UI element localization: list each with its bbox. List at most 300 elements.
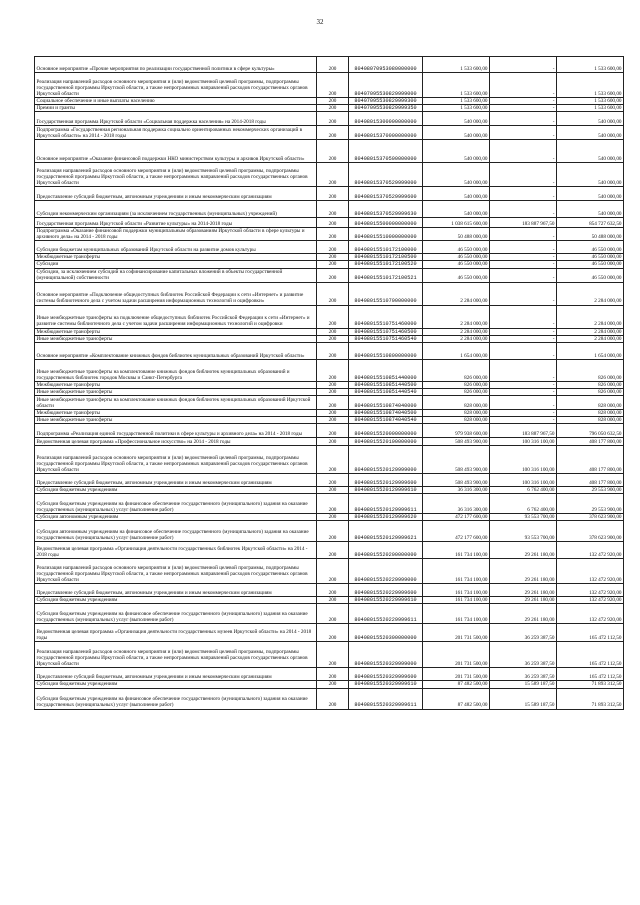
row-sum3-cell: 29 553 900,00 (557, 494, 624, 514)
row-sum2-cell: 29 261 180,00 (490, 604, 557, 624)
row-name-cell: Ведомственная целевая программа «Профессиональное искусство» на 2014 - 2018 годы (35, 438, 317, 446)
row-ved-cell: 200 (317, 584, 349, 597)
table-row (35, 73, 624, 98)
row-sum1-cell: 472 177 600,00 (423, 521, 490, 542)
row-sum3-cell: 46 550 000,00 (557, 268, 624, 282)
row-ved-cell: 200 (317, 112, 349, 126)
row-sum2-cell: - (490, 241, 557, 254)
row-sum2-cell: 36 259 387,50 (490, 668, 557, 681)
row-code-cell: 80408015520129999610 (349, 487, 423, 494)
row-ved-cell: 200 (317, 642, 349, 668)
row-sum3-cell: 828 000,00 (557, 395, 624, 409)
row-ved-cell: 200 (317, 668, 349, 681)
row-code-cell: 80408015370529999000 (349, 163, 423, 187)
table-row (35, 228, 624, 241)
row-sum2-cell: - (490, 359, 557, 381)
row-name-cell: Субсидии бюджетным учреждениям (35, 597, 317, 604)
row-sum1-cell: 46 550 000,00 (423, 268, 490, 282)
row-sum3-cell: 408 177 800,00 (557, 446, 624, 474)
row-code-cell: 80408015520229999611 (349, 604, 423, 624)
row-sum2-cell: - (490, 381, 557, 388)
row-sum3-cell: 1 533 600,00 (557, 105, 624, 112)
row-sum3-cell: 828 000,00 (557, 417, 624, 424)
row-name-cell: Реализация направлений расходов основного мероприятия и (или) ведомственной целевой программы, подпрограммы государственной программы Иркутской области, а также непрограммных направлений расходов государственных органов Иркутской области (35, 559, 317, 584)
row-sum2-cell: 100 316 100,00 (490, 438, 557, 446)
row-sum1-cell: 87 482 500,00 (423, 688, 490, 709)
row-ved-cell: 200 (317, 140, 349, 163)
row-sum2-cell: - (490, 305, 557, 328)
row-ved-cell: 200 (317, 359, 349, 381)
row-name-cell: Иные межбюджетные трансферты на комплектование книжных фондов библиотек муниципальных образований Иркутской области (35, 395, 317, 409)
row-sum3-cell: 132 472 920,00 (557, 597, 624, 604)
row-sum3-cell: 1 654 000,00 (557, 342, 624, 359)
row-sum3-cell: 165 472 112,50 (557, 624, 624, 642)
row-name-cell: Межбюджетные трансферты (35, 328, 317, 335)
row-sum2-cell: - (490, 261, 557, 268)
row-code-cell: 80408015520329999600 (349, 668, 423, 681)
row-sum2-cell: 15 589 187,50 (490, 681, 557, 688)
row-sum3-cell: 540 000,00 (557, 187, 624, 201)
row-sum3-cell: 1 533 600,00 (557, 57, 624, 73)
row-name-cell: Реализация направлений расходов основного мероприятия и (или) ведомственной целевой программы, подпрограммы государственной программы Иркутской области, а также непрограммных направлений расходов государственных органов Иркутской области (35, 446, 317, 474)
row-sum1-cell: 46 550 000,00 (423, 241, 490, 254)
row-sum2-cell: 29 261 180,00 (490, 584, 557, 597)
row-code-cell: 80408015520100000000 (349, 438, 423, 446)
row-code-cell: 80408015500000000000 (349, 218, 423, 228)
row-ved-cell: 200 (317, 624, 349, 642)
row-code-cell: 80408015510851440500 (349, 381, 423, 388)
row-ved-cell: 200 (317, 261, 349, 268)
row-sum3-cell: 71 893 312,50 (557, 688, 624, 709)
row-name-cell: Подпрограмма «Государственная региональная поддержка социально ориентированных некоммерческих организаций в Иркутской области» на 2014 - 2018 годы (35, 126, 317, 140)
row-name-cell: Межбюджетные трансферты (35, 254, 317, 261)
row-name-cell: Подпрограмма «Реализация единой государственной политики в сфере культуры и архивного дела» на 2014 - 2018 годы (35, 424, 317, 438)
table-row (35, 681, 624, 688)
table-row (35, 335, 624, 342)
row-ved-cell: 200 (317, 163, 349, 187)
row-ved-cell: 200 (317, 409, 349, 416)
row-name-cell: Основное мероприятие «Прочие мероприятия по реализации государственной политики в сфере культуры» (35, 57, 317, 73)
row-sum3-cell: 540 000,00 (557, 112, 624, 126)
row-sum2-cell: - (490, 105, 557, 112)
row-sum1-cell: 1 533 600,00 (423, 105, 490, 112)
row-sum1-cell: 472 177 600,00 (423, 514, 490, 521)
table-row (35, 98, 624, 105)
row-name-cell: Основное мероприятие «Оказание финансовой поддержки НКО министерством культуры и архивов Иркутской области» (35, 140, 317, 163)
row-ved-cell: 200 (317, 335, 349, 342)
row-sum1-cell: 161 734 100,00 (423, 542, 490, 559)
row-sum3-cell: 854 727 632,50 (557, 218, 624, 228)
row-ved-cell: 200 (317, 98, 349, 105)
row-name-cell: Субсидии бюджетным учреждениям (35, 681, 317, 688)
row-sum1-cell: 1 533 600,00 (423, 57, 490, 73)
row-sum2-cell: 6 762 400,00 (490, 494, 557, 514)
row-sum3-cell: 46 550 000,00 (557, 261, 624, 268)
row-sum1-cell: 540 000,00 (423, 112, 490, 126)
row-code-cell: 80408015510874040500 (349, 409, 423, 416)
table-row (35, 584, 624, 597)
row-ved-cell: 200 (317, 73, 349, 98)
table-row (35, 140, 624, 163)
row-sum2-cell: - (490, 388, 557, 395)
row-code-cell: 80408015510751460500 (349, 328, 423, 335)
row-code-cell: 80408015520129999600 (349, 474, 423, 487)
row-code-cell: 80408015510172100520 (349, 261, 423, 268)
row-sum3-cell: 540 000,00 (557, 163, 624, 187)
table-row (35, 688, 624, 709)
row-ved-cell: 200 (317, 559, 349, 584)
row-name-cell: Социальное обеспечение и иные выплаты населению (35, 98, 317, 105)
table-row (35, 597, 624, 604)
row-ved-cell: 200 (317, 604, 349, 624)
row-ved-cell: 200 (317, 474, 349, 487)
row-sum1-cell: 508 493 900,00 (423, 446, 490, 474)
row-sum1-cell: 201 731 500,00 (423, 642, 490, 668)
table-row (35, 268, 624, 282)
row-ved-cell: 200 (317, 342, 349, 359)
row-code-cell: 80408015510851440000 (349, 359, 423, 381)
row-sum2-cell: - (490, 409, 557, 416)
row-ved-cell: 200 (317, 328, 349, 335)
row-ved-cell: 200 (317, 305, 349, 328)
table-row (35, 126, 624, 140)
row-sum3-cell: 796 050 632,50 (557, 424, 624, 438)
row-sum3-cell: 826 000,00 (557, 388, 624, 395)
row-ved-cell: 200 (317, 514, 349, 521)
table-row (35, 112, 624, 126)
row-ved-cell: 200 (317, 201, 349, 218)
row-name-cell: Субсидии автономным учреждениям (35, 514, 317, 521)
row-sum3-cell: 29 553 900,00 (557, 487, 624, 494)
table-row (35, 388, 624, 395)
row-ved-cell: 200 (317, 424, 349, 438)
row-sum2-cell: 29 261 180,00 (490, 597, 557, 604)
table-row (35, 254, 624, 261)
row-ved-cell: 200 (317, 681, 349, 688)
row-name-cell: Субсидии бюджетам муниципальных образований Иркутской области на развитие домов культуры (35, 241, 317, 254)
table-row (35, 395, 624, 409)
row-name-cell: Субсидии (35, 261, 317, 268)
row-sum3-cell: 46 550 000,00 (557, 254, 624, 261)
row-code-cell: 80408015520129999611 (349, 494, 423, 514)
row-sum2-cell: - (490, 187, 557, 201)
row-name-cell: Подпрограмма «Оказание финансовой поддержки муниципальным образованиям Иркутской области в сфере культуры и архивного дела» на 2014 - 2018 годы (35, 228, 317, 241)
row-sum3-cell: 826 000,00 (557, 359, 624, 381)
row-ved-cell: 200 (317, 282, 349, 305)
row-sum3-cell: 378 623 900,00 (557, 521, 624, 542)
row-sum2-cell: 29 261 180,00 (490, 542, 557, 559)
row-code-cell: 80408015510000000000 (349, 228, 423, 241)
table-row (35, 328, 624, 335)
row-code-cell: 80408015520329999610 (349, 681, 423, 688)
row-sum1-cell: 828 000,00 (423, 409, 490, 416)
row-ved-cell: 200 (317, 241, 349, 254)
row-sum3-cell: 132 472 920,00 (557, 584, 624, 597)
table-row (35, 424, 624, 438)
row-sum3-cell: 71 893 312,50 (557, 681, 624, 688)
row-code-cell: 80407095530829999300 (349, 98, 423, 105)
row-code-cell: 80408015510800000000 (349, 342, 423, 359)
row-code-cell: 80408015510172100500 (349, 254, 423, 261)
row-name-cell: Предоставление субсидий бюджетным, автономным учреждениям и иным некоммерческим организациям (35, 187, 317, 201)
row-ved-cell: 200 (317, 521, 349, 542)
row-code-cell: 80408015510172100000 (349, 241, 423, 254)
row-code-cell: 80408015370000000000 (349, 126, 423, 140)
row-sum2-cell: 29 261 180,00 (490, 559, 557, 584)
row-sum2-cell: - (490, 228, 557, 241)
row-sum2-cell: - (490, 282, 557, 305)
row-sum2-cell: - (490, 254, 557, 261)
row-code-cell: 80408015510874040540 (349, 417, 423, 424)
row-name-cell: Субсидии автономным учреждениям на финансовое обеспечение государственного (муниципального) задания на оказание государственных (муниципальных) услуг (выполнение работ) (35, 521, 317, 542)
table-row (35, 521, 624, 542)
row-ved-cell: 200 (317, 228, 349, 241)
row-sum3-cell: 540 000,00 (557, 201, 624, 218)
row-sum2-cell: 93 553 700,00 (490, 514, 557, 521)
row-sum3-cell: 132 472 920,00 (557, 542, 624, 559)
row-sum1-cell: 828 000,00 (423, 395, 490, 409)
table-row (35, 282, 624, 305)
row-code-cell: 80407095530829999350 (349, 105, 423, 112)
row-name-cell: Основное мероприятие «Подключение общедоступных библиотек Российской Федерации к сети «Интернет» и развитие системы библиотечного дела с учетом задачи расширения информационных технологий и оцифровки» (35, 282, 317, 305)
table-row (35, 559, 624, 584)
table-row (35, 542, 624, 559)
page-number: 32 (316, 18, 324, 26)
row-sum2-cell: - (490, 417, 557, 424)
row-sum1-cell: 161 734 100,00 (423, 584, 490, 597)
row-sum1-cell: 826 000,00 (423, 388, 490, 395)
table-row (35, 261, 624, 268)
row-sum2-cell: - (490, 98, 557, 105)
row-sum1-cell: 979 938 600,00 (423, 424, 490, 438)
row-sum1-cell: 2 284 000,00 (423, 335, 490, 342)
row-sum1-cell: 2 284 000,00 (423, 305, 490, 328)
row-name-cell: Иные межбюджетные трансферты на комплектование книжных фондов библиотек муниципальных образований и государственных библиотек городов Москвы и Санкт-Петербурга (35, 359, 317, 381)
row-sum1-cell: 828 000,00 (423, 417, 490, 424)
row-name-cell: Иные межбюджетные трансферты (35, 417, 317, 424)
table-row (35, 201, 624, 218)
row-name-cell: Межбюджетные трансферты (35, 381, 317, 388)
row-sum1-cell: 87 482 500,00 (423, 681, 490, 688)
row-sum2-cell: 36 259 387,50 (490, 624, 557, 642)
row-sum2-cell: - (490, 395, 557, 409)
row-ved-cell: 200 (317, 494, 349, 514)
row-sum2-cell: 15 589 187,50 (490, 688, 557, 709)
row-code-cell: 80408015370529999630 (349, 201, 423, 218)
table-row (35, 494, 624, 514)
row-sum3-cell: 2 284 000,00 (557, 305, 624, 328)
table-row (35, 668, 624, 681)
row-code-cell: 80408015510874040000 (349, 395, 423, 409)
row-ved-cell: 200 (317, 417, 349, 424)
table-row (35, 624, 624, 642)
table-row (35, 241, 624, 254)
row-ved-cell: 200 (317, 218, 349, 228)
row-sum1-cell: 46 550 000,00 (423, 254, 490, 261)
row-ved-cell: 200 (317, 487, 349, 494)
row-code-cell: 80408015520229999600 (349, 584, 423, 597)
table-row (35, 642, 624, 668)
row-name-cell: Субсидии, за исключением субсидий на софинансирование капитальных вложений в объекты государственной (муниципальной) собственности (35, 268, 317, 282)
row-sum2-cell: - (490, 268, 557, 282)
row-sum1-cell: 540 000,00 (423, 163, 490, 187)
row-sum2-cell: 100 316 100,00 (490, 474, 557, 487)
row-sum3-cell: 540 000,00 (557, 140, 624, 163)
table-row (35, 604, 624, 624)
row-name-cell: Государственная программа Иркутской области «Социальная поддержка населения» на 2014-2018 годы (35, 112, 317, 126)
row-code-cell: 80408015520329999611 (349, 688, 423, 709)
table-row (35, 514, 624, 521)
row-sum1-cell: 826 000,00 (423, 381, 490, 388)
row-name-cell: Государственная программа Иркутской области «Развитие культуры» на 2014-2018 годы (35, 218, 317, 228)
row-sum1-cell: 161 734 100,00 (423, 597, 490, 604)
row-code-cell: 80408015510851440540 (349, 388, 423, 395)
row-sum1-cell: 1 533 600,00 (423, 73, 490, 98)
row-sum3-cell: 408 177 800,00 (557, 474, 624, 487)
row-sum1-cell: 50 488 000,00 (423, 228, 490, 241)
row-name-cell: Предоставление субсидий бюджетным, автономным учреждениям и иным некоммерческим организациям (35, 474, 317, 487)
row-code-cell: 80408015520300000000 (349, 624, 423, 642)
row-sum1-cell: 46 550 000,00 (423, 261, 490, 268)
row-name-cell: Ведомственная целевая программа «Организация деятельности государственных библиотек Иркутской области» на 2014 - 2018 годы (35, 542, 317, 559)
row-sum2-cell: - (490, 140, 557, 163)
row-sum1-cell: 2 284 000,00 (423, 328, 490, 335)
row-sum2-cell: 93 553 700,00 (490, 521, 557, 542)
row-sum2-cell: - (490, 163, 557, 187)
row-sum3-cell: 132 472 920,00 (557, 604, 624, 624)
row-sum2-cell: - (490, 57, 557, 73)
row-sum3-cell: 132 472 920,00 (557, 559, 624, 584)
row-sum3-cell: 165 472 112,50 (557, 668, 624, 681)
row-sum1-cell: 201 731 500,00 (423, 624, 490, 642)
row-name-cell: Субсидии бюджетным учреждениям на финансовое обеспечение государственного (муниципального) задания на оказание государственных (муниципальных) услуг (выполнение работ) (35, 604, 317, 624)
row-sum1-cell: 36 316 300,00 (423, 494, 490, 514)
row-name-cell: Ведомственная целевая программа «Организация деятельности государственных музеев Иркутской области» на 2014 - 2018 годы (35, 624, 317, 642)
row-sum2-cell: 183 887 967,50 (490, 218, 557, 228)
row-code-cell: 80408015520129999620 (349, 514, 423, 521)
row-ved-cell: 200 (317, 381, 349, 388)
table-row (35, 163, 624, 187)
row-name-cell: Иные межбюджетные трансферты на подключение общедоступных библиотек Российской Федерации к сети «Интернет» и развитие системы библиотечного дела с учетом задачи расширения информационных технологий и оцифровки (35, 305, 317, 328)
row-ved-cell: 200 (317, 254, 349, 261)
row-sum2-cell: - (490, 335, 557, 342)
row-sum1-cell: 826 000,00 (423, 359, 490, 381)
row-ved-cell: 200 (317, 688, 349, 709)
row-sum1-cell: 1 038 615 600,00 (423, 218, 490, 228)
row-ved-cell: 200 (317, 597, 349, 604)
table-row (35, 57, 624, 73)
budget-table-body (35, 57, 624, 710)
table-row (35, 305, 624, 328)
row-sum1-cell: 201 731 500,00 (423, 668, 490, 681)
row-name-cell: Основное мероприятие «Комплектование книжных фондов библиотек муниципальных образований Иркутской области» (35, 342, 317, 359)
row-sum2-cell: 6 762 400,00 (490, 487, 557, 494)
row-name-cell: Реализация направлений расходов основного мероприятия и (или) ведомственной целевой программы, подпрограммы государственной программы Иркутской области, а также непрограммных направлений расходов государственных органов Иркутской области (35, 73, 317, 98)
row-code-cell: 80408015370500000000 (349, 140, 423, 163)
table-row (35, 409, 624, 416)
row-code-cell: 80408015370529999600 (349, 187, 423, 201)
row-code-cell: 80408015520229999000 (349, 559, 423, 584)
row-sum1-cell: 1 533 600,00 (423, 98, 490, 105)
table-row (35, 446, 624, 474)
row-sum2-cell: - (490, 201, 557, 218)
row-code-cell: 80408015520129999621 (349, 521, 423, 542)
row-sum3-cell: 1 533 600,00 (557, 98, 624, 105)
row-sum1-cell: 540 000,00 (423, 201, 490, 218)
row-name-cell: Иные межбюджетные трансферты (35, 335, 317, 342)
row-name-cell: Субсидии некоммерческим организациям (за исключением государственных (муниципальных) учреждений) (35, 201, 317, 218)
row-sum2-cell: 36 259 387,50 (490, 642, 557, 668)
row-code-cell: 80408015520000000000 (349, 424, 423, 438)
row-sum1-cell: 540 000,00 (423, 187, 490, 201)
row-ved-cell: 200 (317, 542, 349, 559)
row-sum3-cell: 408 177 800,00 (557, 438, 624, 446)
table-row (35, 218, 624, 228)
row-code-cell: 80408015520129999000 (349, 446, 423, 474)
row-ved-cell: 200 (317, 187, 349, 201)
row-code-cell: 80408070953080000000 (349, 57, 423, 73)
row-code-cell: 80408015510751460000 (349, 305, 423, 328)
row-sum2-cell: 100 316 100,00 (490, 446, 557, 474)
row-sum3-cell: 378 623 900,00 (557, 514, 624, 521)
row-code-cell: 80408015520329999000 (349, 642, 423, 668)
row-name-cell: Межбюджетные трансферты (35, 409, 317, 416)
row-name-cell: Предоставление субсидий бюджетным, автономным учреждениям и иным некоммерческим организациям (35, 668, 317, 681)
row-name-cell: Реализация направлений расходов основного мероприятия и (или) ведомственной целевой программы, подпрограммы государственной программы Иркутской области, а также непрограммных направлений расходов государственных органов Иркутской области (35, 163, 317, 187)
row-code-cell: 80408015520229999610 (349, 597, 423, 604)
row-code-cell: 80408015510700000000 (349, 282, 423, 305)
row-sum3-cell: 50 488 000,00 (557, 228, 624, 241)
table-row (35, 381, 624, 388)
budget-table (34, 56, 624, 710)
row-name-cell: Предоставление субсидий бюджетным, автономным учреждениям и иным некоммерческим организациям (35, 584, 317, 597)
row-code-cell: 80408015510751460540 (349, 335, 423, 342)
row-sum3-cell: 2 284 000,00 (557, 282, 624, 305)
row-sum1-cell: 161 734 100,00 (423, 604, 490, 624)
row-ved-cell: 200 (317, 105, 349, 112)
row-code-cell: 80408015510172100521 (349, 268, 423, 282)
row-sum3-cell: 1 533 600,00 (557, 73, 624, 98)
row-sum1-cell: 540 000,00 (423, 140, 490, 163)
table-row (35, 438, 624, 446)
row-name-cell: Премии и гранты (35, 105, 317, 112)
row-sum2-cell: - (490, 126, 557, 140)
row-sum2-cell: - (490, 73, 557, 98)
row-sum3-cell: 165 472 112,50 (557, 642, 624, 668)
row-sum3-cell: 46 550 000,00 (557, 241, 624, 254)
row-sum1-cell: 2 284 000,00 (423, 282, 490, 305)
row-code-cell: 80408015520200000000 (349, 542, 423, 559)
row-sum3-cell: 540 000,00 (557, 126, 624, 140)
row-sum1-cell: 161 734 100,00 (423, 559, 490, 584)
row-name-cell: Субсидии бюджетным учреждениям на финансовое обеспечение государственного (муниципального) задания на оказание государственных (муниципальных) услуг (выполнение работ) (35, 688, 317, 709)
row-sum1-cell: 36 316 300,00 (423, 487, 490, 494)
table-row (35, 417, 624, 424)
row-name-cell: Иные межбюджетные трансферты (35, 388, 317, 395)
row-sum3-cell: 828 000,00 (557, 409, 624, 416)
row-sum1-cell: 508 493 900,00 (423, 438, 490, 446)
row-sum2-cell: - (490, 342, 557, 359)
row-code-cell: 80408015300000000000 (349, 112, 423, 126)
row-sum2-cell: 183 887 967,50 (490, 424, 557, 438)
row-sum3-cell: 826 000,00 (557, 381, 624, 388)
row-sum1-cell: 508 493 900,00 (423, 474, 490, 487)
row-sum3-cell: 2 284 000,00 (557, 335, 624, 342)
row-ved-cell: 200 (317, 388, 349, 395)
row-ved-cell: 200 (317, 395, 349, 409)
table-row (35, 487, 624, 494)
row-sum2-cell: - (490, 328, 557, 335)
